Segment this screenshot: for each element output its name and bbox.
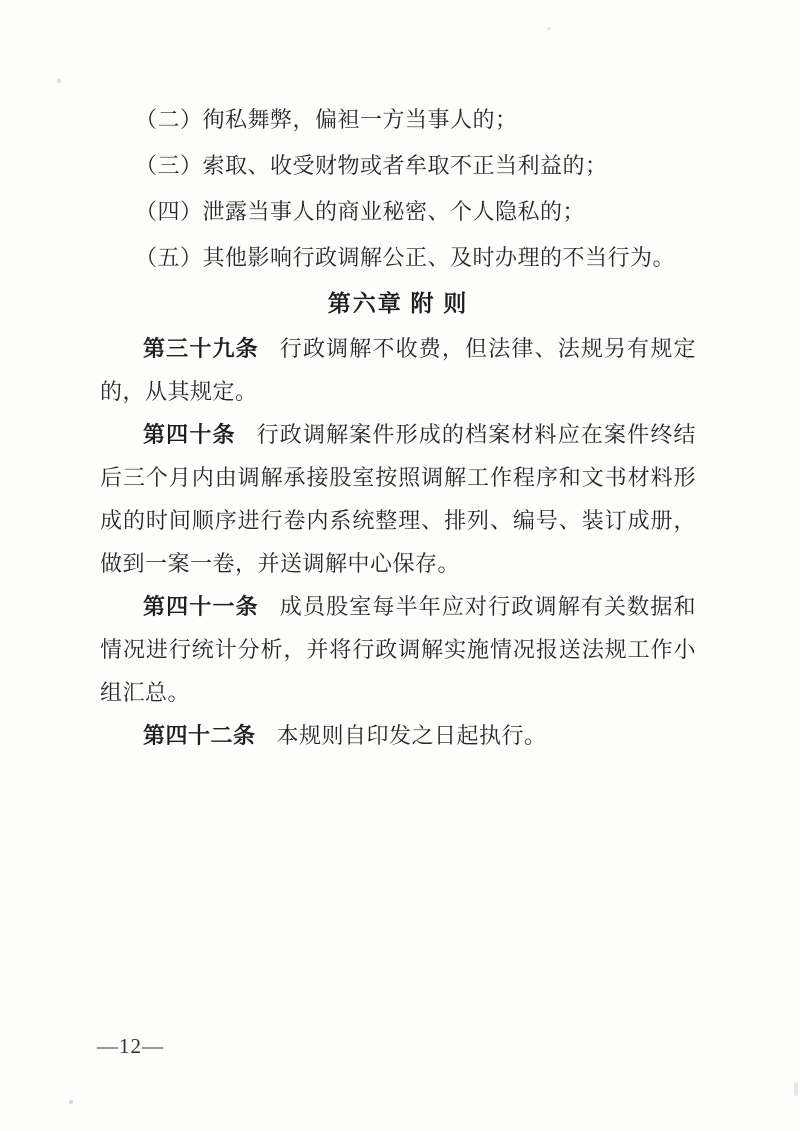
article-paragraph: [100, 413, 696, 585]
scan-speck: [69, 1100, 73, 1104]
scan-speck: [57, 79, 61, 83]
chapter-heading: 第六章 附 则: [327, 291, 469, 316]
scan-speck: [547, 27, 551, 30]
article-text: 本规则自印发之日起执行。: [276, 723, 547, 748]
list-item: （二）徇私舞弊，偏袒一方当事人的；: [135, 107, 518, 132]
list-item: （三）索取、收受财物或者牟取不正当利益的；: [135, 153, 608, 178]
article-text: 行政调解不收费，但法律、法规另有规定的，从其规定。: [100, 336, 696, 404]
article-paragraph: [100, 714, 696, 757]
article-number: 第三十九条: [143, 336, 259, 361]
article-text: 行政调解案件形成的档案材料应在案件终结后三个月内由调解承接股室按照调解工作程序和文书材料形成的时间顺序进行卷内系统整理、排列、编号、装订成册，做到一案一卷，并送调解中心保存。: [100, 422, 696, 576]
article-text: 成员股室每半年应对行政调解有关数据和情况进行统计分析，并将行政调解实施情况报送法规工作小组汇总。: [100, 594, 696, 705]
article-paragraph: [100, 585, 696, 714]
document-body: [100, 97, 696, 757]
scan-speck: [794, 1082, 798, 1096]
list-item: （五）其他影响行政调解公正、及时办理的不当行为。: [135, 245, 676, 270]
articles-section: [100, 327, 696, 757]
clause-list: [100, 97, 696, 281]
list-item: （四）泄露当事人的商业秘密、个人隐私的；: [135, 199, 586, 224]
article-number: 第四十一条: [143, 594, 259, 619]
article-number: 第四十条: [143, 422, 236, 447]
page-number: —12—: [97, 1034, 164, 1058]
article-number: 第四十二条: [143, 723, 256, 748]
article-paragraph: [100, 327, 696, 413]
